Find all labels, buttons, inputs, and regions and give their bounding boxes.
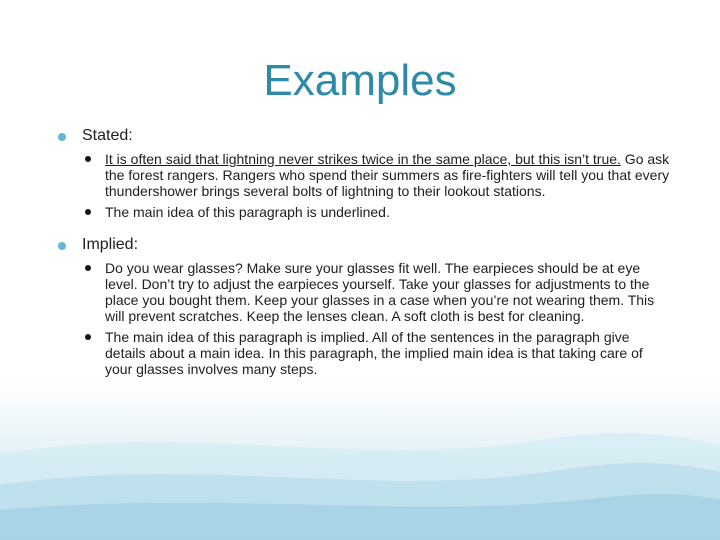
paragraph-text: Go ask the forest rangers. Rangers who spend their summers as fire-fighters will tell you that every thundershower brings several bolts of lightning to their lookout stations. [105,151,670,199]
bullet-icon [85,334,91,340]
bullet-icon [85,209,91,215]
list-item [58,204,670,220]
bullet-icon [58,133,66,141]
list-item [58,151,670,199]
list-item [58,260,670,324]
bullet-icon [58,242,66,250]
paragraph-text: The main idea of this paragraph is implied. All of the sentences in the paragraph give details about a main idea. In this paragraph, the implied main idea is that taking care of your glasses involves many steps. [105,329,643,377]
paragraph-text: Do you wear glasses? Make sure your glasses fit well. The earpieces should be at eye level. Don’t try to adjust the earpieces yourself. Take your glasses for adjustments to the place you bought them. Keep your glasses in a case when you’re not wearing them. This will prevent scratches. Keep the lenses clean. A soft cloth is best for cleaning. [105,260,655,324]
section-stated [58,126,670,220]
list-item [58,329,670,377]
bullet-list [58,151,670,220]
paragraph-text: The main idea of this paragraph is underlined. [105,204,390,220]
slide-content [58,126,670,382]
bullet-icon [85,156,91,162]
bullet-list [58,260,670,377]
slide-title: Examples [263,56,457,105]
section-heading [58,126,670,146]
section-heading [58,235,670,255]
section-implied [58,235,670,377]
bullet-icon [85,265,91,271]
section-heading-label: Implied: [82,236,139,253]
section-heading-label: Stated: [82,127,133,144]
underlined-main-idea: It is often said that lightning never strikes twice in the same place, but this isn’t true. [105,151,621,167]
